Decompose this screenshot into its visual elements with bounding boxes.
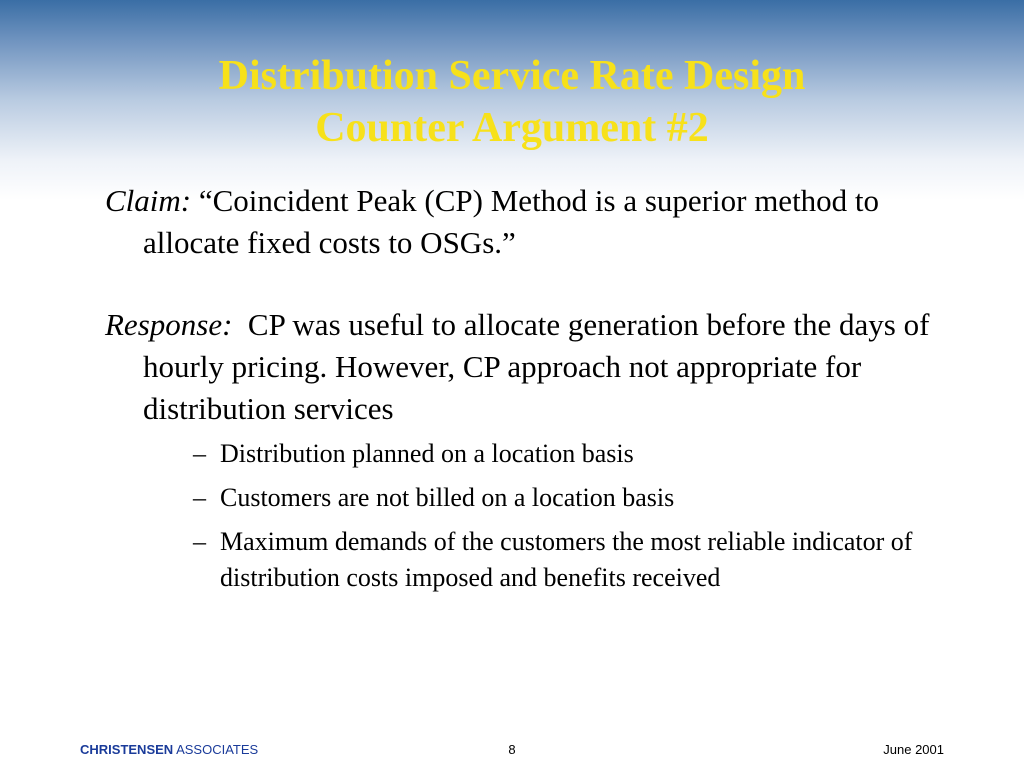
response-bullet-list	[105, 436, 955, 596]
dash-bullet-icon: –	[193, 527, 206, 556]
slide-footer	[0, 738, 1024, 762]
slide-title	[0, 50, 1024, 154]
response-paragraph	[105, 304, 955, 430]
list-item	[193, 436, 955, 472]
claim-paragraph	[105, 180, 955, 264]
claim-text: “Coincident Peak (CP) Method is a superior method to allocate fixed costs to OSGs.”	[143, 183, 880, 260]
bullet-text: Distribution planned on a location basis	[220, 439, 634, 468]
response-label: Response:	[105, 307, 233, 342]
list-item	[193, 480, 955, 516]
brand-name-bold: CHRISTENSEN	[80, 742, 174, 757]
bullet-text: Customers are not billed on a location basis	[220, 483, 675, 512]
dash-bullet-icon: –	[193, 483, 206, 512]
footer-date: June 2001	[883, 742, 944, 757]
response-text: CP was useful to allocate generation before the days of hourly pricing. However, CP approach not appropriate for distribution services	[143, 307, 930, 426]
title-line-1: Distribution Service Rate Design	[218, 53, 806, 99]
slide-body	[105, 180, 955, 604]
dash-bullet-icon: –	[193, 439, 206, 468]
list-item	[193, 524, 955, 596]
bullet-text: Maximum demands of the customers the most reliable indicator of distribution costs imposed and benefits received	[220, 527, 913, 592]
claim-label: Claim:	[105, 183, 192, 218]
title-line-2: Counter Argument #2	[315, 105, 709, 151]
page-number: 8	[508, 742, 516, 757]
brand-name-rest: ASSOCIATES	[176, 742, 259, 757]
company-logo-text	[80, 742, 258, 757]
